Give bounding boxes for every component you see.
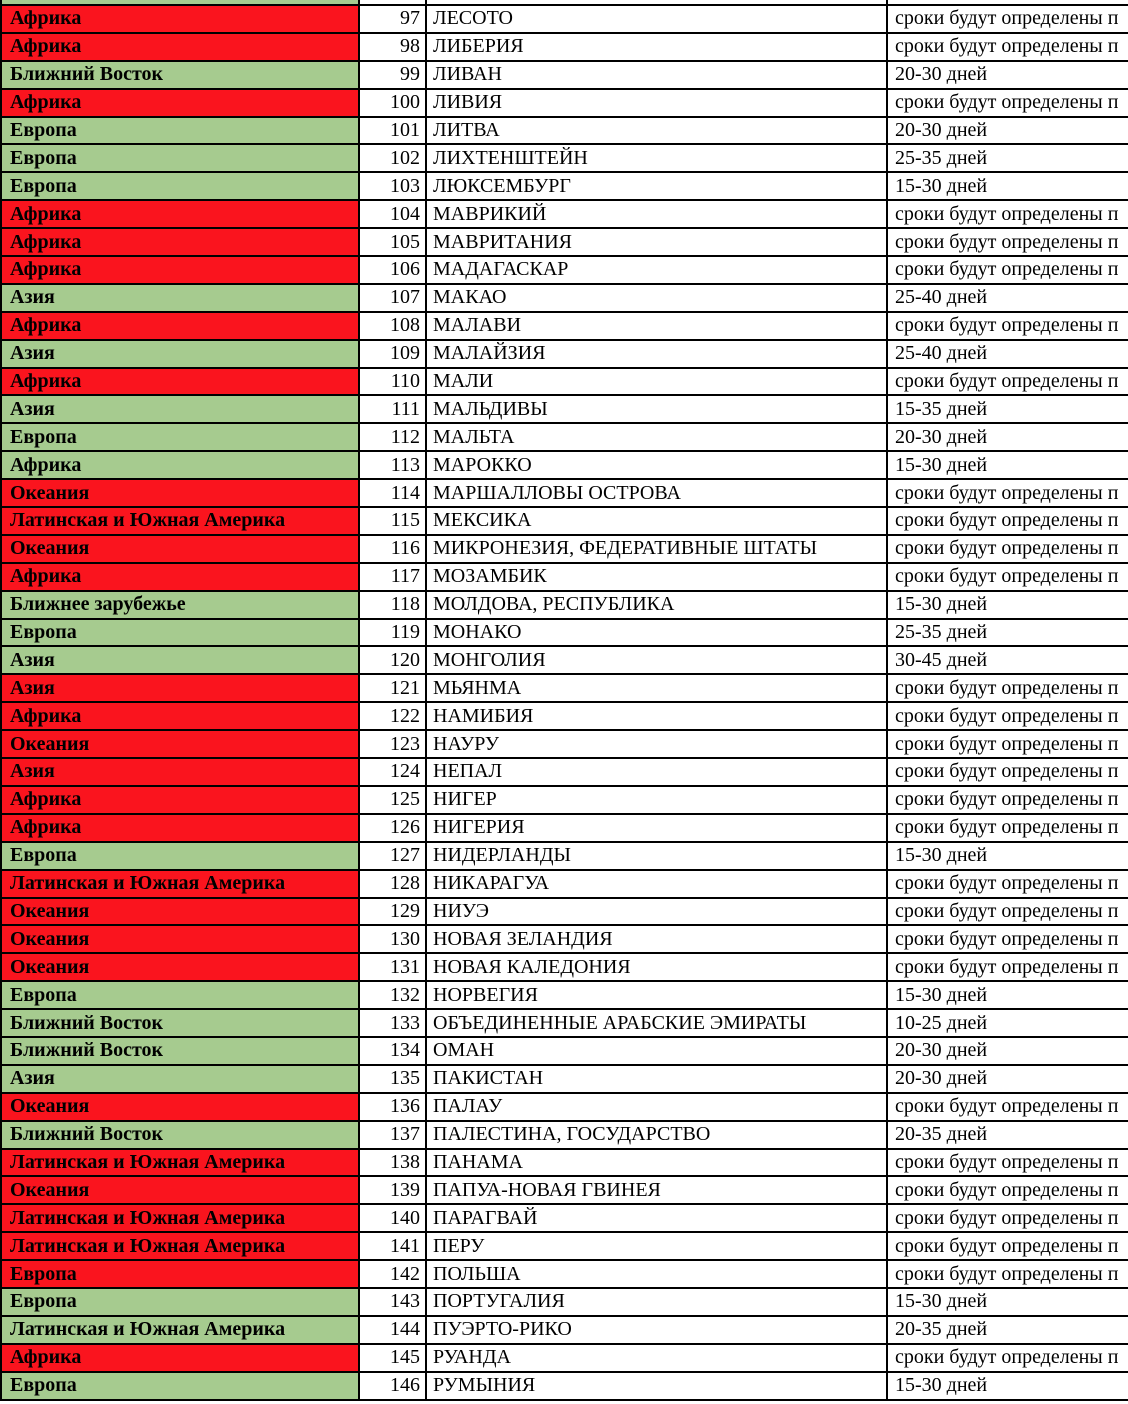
time-cell: сроки будут определены п	[895, 202, 1119, 225]
number-cell: 120	[360, 647, 427, 673]
region-cell: Азия	[0, 675, 360, 701]
country-cell: ПОРТУГАЛИЯ	[427, 1289, 888, 1315]
number-cell: 123	[360, 731, 427, 757]
number-cell: 116	[360, 536, 427, 562]
number-cell: 105	[360, 229, 427, 255]
table-row	[0, 1289, 1128, 1317]
region-cell: Ближний Восток	[0, 1038, 360, 1064]
region-cell: Африка	[0, 369, 360, 395]
time-cell: сроки будут определены п	[895, 1178, 1119, 1201]
region-cell: Ближний Восток	[0, 1010, 360, 1036]
time-cell: 20-30 дней	[895, 1067, 988, 1090]
region-cell: Европа	[0, 118, 360, 144]
country-cell: МАКАО	[427, 285, 888, 311]
number-cell: 110	[360, 369, 427, 395]
number-cell: 106	[360, 257, 427, 283]
table-row	[0, 285, 1128, 313]
time-cell: 15-30 дней	[895, 844, 988, 867]
country-cell: МАРОККО	[427, 452, 888, 478]
region-cell: Океания	[0, 731, 360, 757]
time-cell: 15-30 дней	[895, 1290, 988, 1313]
country-cell: ОМАН	[427, 1038, 888, 1064]
number-cell: 100	[360, 90, 427, 116]
country-cell: ЛИХТЕНШТЕЙН	[427, 145, 888, 171]
number-cell: 138	[360, 1150, 427, 1176]
region-cell: Европа	[0, 1373, 360, 1399]
number-cell: 126	[360, 815, 427, 841]
country-cell: ПАНАМА	[427, 1150, 888, 1176]
number-cell: 119	[360, 620, 427, 646]
table-row	[0, 731, 1128, 759]
number-cell: 98	[360, 34, 427, 60]
country-cell: ПАЛАУ	[427, 1094, 888, 1120]
region-cell: Африка	[0, 313, 360, 339]
table-row	[0, 1066, 1128, 1094]
region-cell: Европа	[0, 843, 360, 869]
table-row	[0, 90, 1128, 118]
time-cell: 15-30 дней	[895, 1374, 988, 1397]
region-cell: Африка	[0, 564, 360, 590]
number-cell: 114	[360, 480, 427, 506]
number-cell: 131	[360, 954, 427, 980]
number-cell: 136	[360, 1094, 427, 1120]
region-cell: Европа	[0, 145, 360, 171]
number-cell: 125	[360, 787, 427, 813]
number-cell: 109	[360, 341, 427, 367]
region-cell: Европа	[0, 424, 360, 450]
country-cell: ОБЪЕДИНЕННЫЕ АРАБСКИЕ ЭМИРАТЫ	[427, 1010, 888, 1036]
table-row	[0, 1094, 1128, 1122]
table-row	[0, 6, 1128, 34]
country-cell: МЕКСИКА	[427, 508, 888, 534]
time-cell: сроки будут определены п	[895, 509, 1119, 532]
region-cell: Ближний Восток	[0, 62, 360, 88]
region-cell: Азия	[0, 647, 360, 673]
time-cell: сроки будут определены п	[895, 35, 1119, 58]
country-cell: МАВРИКИЙ	[427, 201, 888, 227]
region-cell: Европа	[0, 1289, 360, 1315]
table-row	[0, 34, 1128, 62]
table-row	[0, 675, 1128, 703]
table-row	[0, 926, 1128, 954]
country-cell: МАВРИТАНИЯ	[427, 229, 888, 255]
table-row	[0, 899, 1128, 927]
table-row	[0, 341, 1128, 369]
country-cell: МАЛЬДИВЫ	[427, 396, 888, 422]
number-cell: 134	[360, 1038, 427, 1064]
table-row	[0, 452, 1128, 480]
time-cell: 25-35 дней	[895, 621, 988, 644]
region-cell: Океания	[0, 1094, 360, 1120]
number-cell: 139	[360, 1177, 427, 1203]
country-cell: НИДЕРЛАНДЫ	[427, 843, 888, 869]
number-cell: 121	[360, 675, 427, 701]
number-cell: 135	[360, 1066, 427, 1092]
country-cell: НАУРУ	[427, 731, 888, 757]
region-cell: Латинская и Южная Америка	[0, 1233, 360, 1259]
time-cell: сроки будут определены п	[895, 537, 1119, 560]
number-cell: 141	[360, 1233, 427, 1259]
number-cell: 124	[360, 759, 427, 785]
country-cell: ЛИВИЯ	[427, 90, 888, 116]
country-cell: МОЗАМБИК	[427, 564, 888, 590]
table-row	[0, 1233, 1128, 1261]
region-cell: Латинская и Южная Америка	[0, 1205, 360, 1231]
region-cell: Азия	[0, 396, 360, 422]
region-cell: Африка	[0, 1345, 360, 1371]
number-cell: 130	[360, 926, 427, 952]
time-cell: сроки будут определены п	[895, 91, 1119, 114]
time-cell: сроки будут определены п	[895, 872, 1119, 895]
table-row	[0, 647, 1128, 675]
table-row	[0, 396, 1128, 424]
time-cell: сроки будут определены п	[895, 565, 1119, 588]
region-cell: Африка	[0, 90, 360, 116]
region-cell: Океания	[0, 536, 360, 562]
table-row	[0, 843, 1128, 871]
table-row	[0, 815, 1128, 843]
time-cell: сроки будут определены п	[895, 816, 1119, 839]
time-cell: 25-40 дней	[895, 286, 988, 309]
table-row	[0, 1038, 1128, 1066]
region-cell: Азия	[0, 285, 360, 311]
time-cell: сроки будут определены п	[895, 704, 1119, 727]
region-cell: Океания	[0, 954, 360, 980]
table-row	[0, 424, 1128, 452]
table-row	[0, 229, 1128, 257]
region-cell: Латинская и Южная Америка	[0, 1317, 360, 1343]
number-cell: 127	[360, 843, 427, 869]
region-cell: Европа	[0, 173, 360, 199]
time-cell: 15-30 дней	[895, 453, 988, 476]
time-cell: сроки будут определены п	[895, 1234, 1119, 1257]
time-cell: сроки будут определены п	[895, 760, 1119, 783]
time-cell: сроки будут определены п	[895, 258, 1119, 281]
country-cell: ПУЭРТО-РИКО	[427, 1317, 888, 1343]
table-row	[0, 118, 1128, 146]
region-cell: Ближнее зарубежье	[0, 592, 360, 618]
region-cell: Латинская и Южная Америка	[0, 871, 360, 897]
time-cell: сроки будут определены п	[895, 732, 1119, 755]
region-cell: Европа	[0, 1261, 360, 1287]
table-row	[0, 871, 1128, 899]
table-row	[0, 369, 1128, 397]
region-cell: Океания	[0, 926, 360, 952]
table-row	[0, 480, 1128, 508]
country-cell: МАРШАЛЛОВЫ ОСТРОВА	[427, 480, 888, 506]
country-cell: ЛИВАН	[427, 62, 888, 88]
region-cell: Европа	[0, 982, 360, 1008]
time-cell: 20-30 дней	[895, 1039, 988, 1062]
number-cell: 145	[360, 1345, 427, 1371]
time-cell: сроки будут определены п	[895, 899, 1119, 922]
time-cell	[888, 0, 1128, 4]
number-cell: 118	[360, 592, 427, 618]
table-row	[0, 592, 1128, 620]
time-cell: сроки будут определены п	[895, 370, 1119, 393]
country-cell: НОВАЯ ЗЕЛАНДИЯ	[427, 926, 888, 952]
number-cell: 144	[360, 1317, 427, 1343]
time-cell: сроки будут определены п	[895, 481, 1119, 504]
country-cell: НАМИБИЯ	[427, 703, 888, 729]
country-cell: МИКРОНЕЗИЯ, ФЕДЕРАТИВНЫЕ ШТАТЫ	[427, 536, 888, 562]
table-row	[0, 787, 1128, 815]
country-cell: ЛЕСОТО	[427, 6, 888, 32]
country-cell: НОВАЯ КАЛЕДОНИЯ	[427, 954, 888, 980]
time-cell: 30-45 дней	[895, 648, 988, 671]
region-cell: Африка	[0, 815, 360, 841]
country-cell: ЛИТВА	[427, 118, 888, 144]
country-cell: НЕПАЛ	[427, 759, 888, 785]
region-cell: Африка	[0, 229, 360, 255]
time-cell: 20-35 дней	[895, 1318, 988, 1341]
country-cell: ПАРАГВАЙ	[427, 1205, 888, 1231]
number-cell: 115	[360, 508, 427, 534]
country-cell	[427, 0, 888, 4]
region-cell: Африка	[0, 703, 360, 729]
country-cell: ЛИБЕРИЯ	[427, 34, 888, 60]
table-row	[0, 257, 1128, 285]
number-cell: 117	[360, 564, 427, 590]
country-cell: РУМЫНИЯ	[427, 1373, 888, 1399]
time-cell: сроки будут определены п	[895, 1262, 1119, 1285]
country-cell: МАЛАЙЗИЯ	[427, 341, 888, 367]
region-cell: Океания	[0, 1177, 360, 1203]
country-cell: ПАПУА-НОВАЯ ГВИНЕЯ	[427, 1177, 888, 1203]
number-cell: 140	[360, 1205, 427, 1231]
country-cell: МЬЯНМА	[427, 675, 888, 701]
number-cell: 132	[360, 982, 427, 1008]
number-cell: 101	[360, 118, 427, 144]
time-cell: 10-25 дней	[895, 1011, 988, 1034]
region-cell: Африка	[0, 34, 360, 60]
table-row	[0, 1177, 1128, 1205]
time-cell: 15-35 дней	[895, 397, 988, 420]
number-cell: 107	[360, 285, 427, 311]
region-cell: Азия	[0, 759, 360, 785]
table-row	[0, 62, 1128, 90]
time-cell: сроки будут определены п	[895, 1346, 1119, 1369]
country-cell: МАЛАВИ	[427, 313, 888, 339]
region-cell: Африка	[0, 6, 360, 32]
number-cell: 108	[360, 313, 427, 339]
number-cell: 142	[360, 1261, 427, 1287]
region-cell: Азия	[0, 1066, 360, 1092]
country-cell: ПОЛЬША	[427, 1261, 888, 1287]
number-cell: 122	[360, 703, 427, 729]
region-cell: Океания	[0, 899, 360, 925]
number-cell: 102	[360, 145, 427, 171]
region-cell: Африка	[0, 201, 360, 227]
number-cell: 112	[360, 424, 427, 450]
time-cell: 20-30 дней	[895, 425, 988, 448]
table-row	[0, 1122, 1128, 1150]
time-cell: 20-30 дней	[895, 63, 988, 86]
number-cell: 97	[360, 6, 427, 32]
number-cell: 104	[360, 201, 427, 227]
country-cell: ЛЮКСЕМБУРГ	[427, 173, 888, 199]
country-cell: МАДАГАСКАР	[427, 257, 888, 283]
time-cell: сроки будут определены п	[895, 314, 1119, 337]
time-cell: сроки будут определены п	[895, 1206, 1119, 1229]
country-cell: НИГЕРИЯ	[427, 815, 888, 841]
country-cell: МАЛЬТА	[427, 424, 888, 450]
table-row	[0, 954, 1128, 982]
region-cell: Латинская и Южная Америка	[0, 1150, 360, 1176]
time-cell: 20-35 дней	[895, 1123, 988, 1146]
time-cell: сроки будут определены п	[895, 955, 1119, 978]
region-cell: Азия	[0, 341, 360, 367]
time-cell: 25-40 дней	[895, 342, 988, 365]
country-cell: НИГЕР	[427, 787, 888, 813]
number-cell: 133	[360, 1010, 427, 1036]
time-cell: 25-35 дней	[895, 146, 988, 169]
table-row	[0, 536, 1128, 564]
region-cell: Океания	[0, 480, 360, 506]
region-cell	[0, 0, 360, 4]
country-cell: НОРВЕГИЯ	[427, 982, 888, 1008]
number-cell: 146	[360, 1373, 427, 1399]
number-cell: 103	[360, 173, 427, 199]
table-row	[0, 620, 1128, 648]
table-row	[0, 145, 1128, 173]
table-row	[0, 1317, 1128, 1345]
time-cell: 15-30 дней	[895, 174, 988, 197]
country-cell: НИКАРАГУА	[427, 871, 888, 897]
table-row	[0, 759, 1128, 787]
time-cell: 20-30 дней	[895, 119, 988, 141]
region-cell: Европа	[0, 620, 360, 646]
region-cell: Ближний Восток	[0, 1122, 360, 1148]
number-cell: 111	[360, 396, 427, 422]
time-cell: сроки будут определены п	[895, 230, 1119, 253]
time-cell: 15-30 дней	[895, 983, 988, 1006]
number-cell: 143	[360, 1289, 427, 1315]
time-cell: сроки будут определены п	[895, 1150, 1119, 1173]
region-cell: Африка	[0, 257, 360, 283]
time-cell: сроки будут определены п	[895, 788, 1119, 811]
time-cell: сроки будут определены п	[895, 676, 1119, 699]
number-cell: 128	[360, 871, 427, 897]
number-cell: 113	[360, 452, 427, 478]
table-row	[0, 982, 1128, 1010]
region-cell: Африка	[0, 787, 360, 813]
number-cell	[360, 0, 427, 4]
country-cell: ПАКИСТАН	[427, 1066, 888, 1092]
time-cell: 15-30 дней	[895, 593, 988, 616]
region-cell: Латинская и Южная Америка	[0, 508, 360, 534]
region-cell: Африка	[0, 452, 360, 478]
table-row	[0, 508, 1128, 536]
time-cell: сроки будут определены п	[895, 1095, 1119, 1118]
table-row	[0, 173, 1128, 201]
number-cell: 129	[360, 899, 427, 925]
time-cell: сроки будут определены п	[895, 7, 1119, 30]
number-cell: 137	[360, 1122, 427, 1148]
table-row	[0, 564, 1128, 592]
table-row	[0, 313, 1128, 341]
table-row	[0, 1150, 1128, 1178]
table-row	[0, 1205, 1128, 1233]
country-cell: МОНАКО	[427, 620, 888, 646]
table-row	[0, 1010, 1128, 1038]
country-cell: МАЛИ	[427, 369, 888, 395]
number-cell: 99	[360, 62, 427, 88]
country-cell: МОЛДОВА, РЕСПУБЛИКА	[427, 592, 888, 618]
table-row	[0, 703, 1128, 731]
country-cell: ПАЛЕСТИНА, ГОСУДАРСТВО	[427, 1122, 888, 1148]
country-cell: ПЕРУ	[427, 1233, 888, 1259]
table-row	[0, 201, 1128, 229]
table-row	[0, 1373, 1128, 1401]
country-cell: НИУЭ	[427, 899, 888, 925]
table-row	[0, 1261, 1128, 1289]
time-cell: сроки будут определены п	[895, 927, 1119, 950]
table-row	[0, 1345, 1128, 1373]
country-cell: РУАНДА	[427, 1345, 888, 1371]
country-cell: МОНГОЛИЯ	[427, 647, 888, 673]
